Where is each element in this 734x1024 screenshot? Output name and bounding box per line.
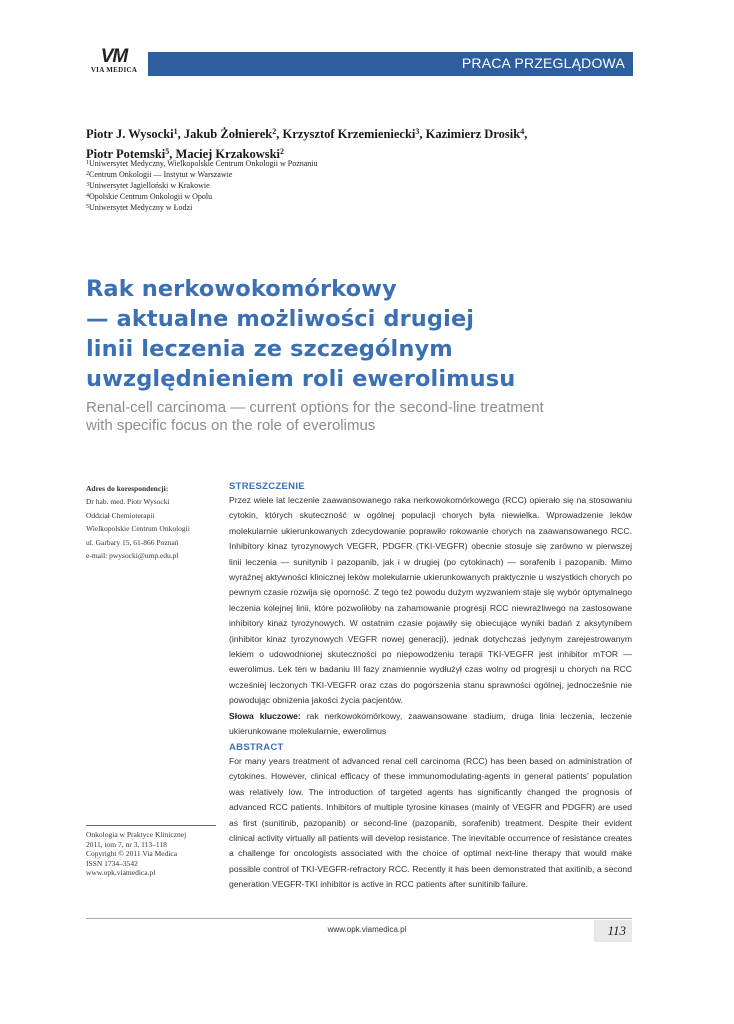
correspondence-line: Wielkopolskie Centrum Onkologii: [86, 524, 190, 534]
author: Piotr Potemski$^5$,: [86, 147, 176, 161]
abstract-heading: ABSTRACT: [229, 742, 284, 753]
article-type-label: PRACA PRZEGLĄDOWA: [461, 55, 625, 71]
title-line: linii leczenia ze szczególnym: [86, 336, 453, 362]
journal-info-divider: [86, 825, 216, 826]
journal-url: www.opk.viamedica.pl: [86, 868, 156, 878]
streszczenie-text: Przez wiele lat leczenie zaawansowanego raka nerkowokomórkowego (RCC) opierało się na stosowaniu cytokin, których skuteczność w ogólnej populacji chorych była niewielka. Wprowadzenie leków molekularnie ukierunkowanych zdecydowanie poprawiło rokowanie chorych na zaawansowanego RCC. Inhibitory kinaz tyrozynowych VEGFR, PDGFR (TKI-VEGFR) obecnie stosuje się zarówno w pierwszej linii leczenia — sunitynib i pazopanib, jak i w drugiej (po cytokinach) — sorafenib i pazopanib. Mimo wyraźnej aktywności klinicznej leków molekularnie ukierunkowanych praktycznie u wszystkich chorych po pewnym czasie rozwija się oporność. Z tego też powodu dużym wyzwaniem staje się wybór optymalnego leczenia kolejnej linii, które pozwoliłoby na zahamowanie progresji RCC niewrażliwego na zastosowane inhibitory kinaz tyrozynowych. W ostatnim czasie pojawiły się obiecujące wyniki badań z aksytynibem (inhibitor kinaz tyrozynowych VEGFR nowej generacji), jednak dotychczas jedynym zarejestrowanym lekiem o udowodnionej skuteczności po niepowodzeniu terapii TKI-VEGFR jest inhibitor mTOR — ewerolimus. Lek ten w badaniu III fazy znamiennie wydłużył czas wolny od progresji u chorych na RCC wcześniej leczonych TKI-VEGFR oraz czas do pogorszenia stanu sprawności ogólnej, jednocześnie nie powodując obniżenia jakości życia pacjentów.: [229, 495, 632, 706]
correspondence-line: ul. Garbary 15, 61-866 Poznań: [86, 537, 179, 547]
via-medica-logo: [86, 47, 142, 77]
correspondence-line: Dr hab. med. Piotr Wysocki: [86, 497, 170, 507]
affiliation: $^1$Uniwersytet Medyczny, Wielkopolskie Centrum Onkologii w Poznaniu: [86, 159, 318, 168]
streszczenie-heading: STRESZCZENIE: [229, 481, 305, 492]
abstract-text: For many years treatment of advanced renal cell carcinoma (RCC) has been based on administration of cytokines. However, clinical efficacy of these immunomodulating-agents in general patients’ population was relatively low. The introduction of targeted agents has significantly changed the prognosis of advanced RCC patients. Inhibitors of multiple tyrosine kinases (mainly of VEGFR and PDGFR) are used as first (sunitinib, pazopanib) or second-line (pazopanib, sorafenib) treatment. Despite their evident clinical activity virtually all patients will develop resistance. The inevitable occurrence of resistance creates a challenge for oncologists associated with the choice of optimal next-line therapy that would make possible control of TKI-VEGFR-refractory RCC. Recently it has been demonstrated that axitinib, a second generation VEGFR-TKI inhibitor is active in RCC patients after sunitinib failure.: [229, 756, 632, 890]
correspondence-email: e-mail: pwysocki@ump.edu.pl: [86, 551, 179, 561]
title-line: — aktualne możliwości drugiej: [86, 306, 475, 332]
author: Jakub Żołnierek$^2$,: [183, 127, 283, 141]
affiliation-list: [86, 158, 486, 213]
author-list: [86, 123, 616, 163]
affiliation: $^4$Opolskie Centrum Onkologii w Opolu: [86, 192, 213, 201]
journal-info: [86, 830, 216, 878]
author: Piotr J. Wysocki$^1$,: [86, 127, 184, 141]
correspondence-address: [86, 482, 216, 562]
footer-divider: [86, 918, 632, 919]
author: Maciej Krzakowski$^2$: [175, 147, 285, 161]
keywords-label: Słowa kluczowe:: [229, 710, 301, 721]
journal-issn: ISSN 1734–3542: [86, 858, 138, 868]
page-number-box: [594, 920, 632, 942]
correspondence-title: Adres do korespondencji:: [86, 484, 169, 493]
subtitle-line: Renal-cell carcinoma — current options for the second-line treatment: [86, 399, 544, 416]
affiliation: $^5$Uniwersytet Medyczny w Łodzi: [86, 203, 193, 212]
author: Krzysztof Krzemieniecki$^3$,: [282, 127, 426, 141]
affiliation: $^2$Centrum Onkologii — Instytut w Warszawie: [86, 170, 233, 179]
journal-volume: 2011, tom 7, nr 3, 113–118: [86, 839, 167, 849]
logo-mark: VM: [100, 46, 128, 67]
affiliation: $^3$Uniwersytet Jagielloński w Krakowie: [86, 181, 210, 190]
article-title: [86, 274, 646, 394]
page-number: 113: [607, 923, 626, 938]
correspondence-line: Oddział Chemioterapii: [86, 510, 155, 520]
keywords: [229, 709, 632, 740]
journal-name: Onkologia w Praktyce Klinicznej: [86, 830, 187, 839]
footer-url: www.opk.viamedica.pl: [327, 925, 407, 934]
keywords-text: rak nerkowokomórkowy, zaawansowane stadium, druga linia leczenia, leczenie ukierunkowane molekularnie, ewerolimus: [229, 710, 632, 737]
subtitle-line: with specific focus on the role of everolimus: [86, 417, 376, 434]
title-line: Rak nerkowokomórkowy: [86, 276, 397, 302]
logo-text: VIA MEDICA: [90, 66, 138, 74]
title-line: uwzględnieniem roli ewerolimusu: [86, 366, 516, 392]
english-title: [86, 399, 626, 435]
author: Kazimierz Drosik$^4$,: [425, 127, 528, 141]
streszczenie-section: [229, 493, 632, 740]
journal-copyright: Copyright © 2011 Via Medica: [86, 849, 178, 859]
article-type-banner: [148, 52, 633, 76]
